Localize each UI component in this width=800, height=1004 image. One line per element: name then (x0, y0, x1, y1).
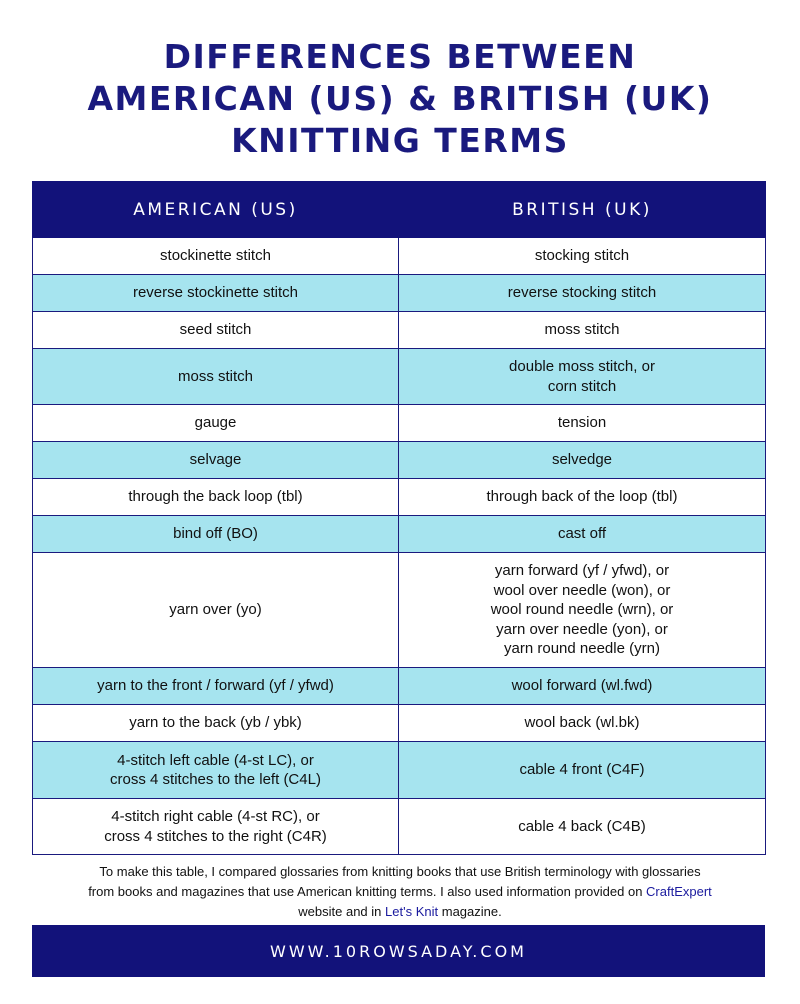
title-line-2: AMERICAN (US) & BRITISH (UK) (87, 79, 713, 118)
cell-american-term (33, 705, 399, 742)
term-line: reverse stocking stitch (507, 284, 657, 302)
cell-british-term (399, 799, 766, 855)
term-line: reverse stockinette stitch (132, 284, 299, 302)
cell-british-term (399, 275, 766, 312)
footnote-line-2 (40, 882, 760, 902)
term-line: tension (557, 414, 607, 432)
term-line: seed stitch (179, 321, 252, 339)
lets-knit-link[interactable]: Let's Knit (385, 904, 439, 919)
title-line-3: KNITTING TERMS (231, 121, 569, 160)
term-line: cable 4 back (C4B) (518, 817, 646, 835)
cell-american-term (33, 516, 399, 553)
table-row (33, 442, 766, 479)
term-line: yarn over needle (yon), or (496, 620, 668, 638)
cell-british-term (399, 705, 766, 742)
term-line: moss stitch (544, 321, 620, 339)
table-row (33, 349, 766, 405)
table-header-row (33, 182, 766, 238)
cell-british-term (399, 553, 766, 668)
table-row (33, 312, 766, 349)
terms-table (32, 181, 766, 855)
cell-american-term (33, 799, 399, 855)
cell-british-term (399, 349, 766, 405)
cell-british-term (399, 442, 766, 479)
cell-british-term (399, 479, 766, 516)
term-line: yarn to the back (yb / ybk) (129, 714, 302, 732)
cell-american-term (33, 442, 399, 479)
cell-american-term (33, 275, 399, 312)
term-line: stockinette stitch (160, 247, 271, 265)
table-row (33, 238, 766, 275)
table-row (33, 799, 766, 855)
term-line: through the back loop (tbl) (128, 488, 303, 506)
term-line: yarn to the front / forward (yf / yfwd) (97, 677, 334, 695)
cell-american-term (33, 405, 399, 442)
term-line: selvage (189, 451, 242, 469)
website-url[interactable]: WWW.10ROWSADAY.COM (270, 941, 527, 961)
term-line: wool round needle (wrn), or (490, 601, 674, 619)
header-british: BRITISH (UK) (399, 182, 766, 238)
page-title (0, 36, 800, 162)
footnote-line-3 (40, 902, 760, 922)
table-row (33, 742, 766, 799)
term-line: bind off (BO) (173, 525, 258, 543)
term-line: yarn over (yo) (169, 601, 262, 619)
table-row (33, 705, 766, 742)
term-line: wool over needle (won), or (493, 581, 671, 599)
cell-american-term (33, 742, 399, 799)
cell-american-term (33, 668, 399, 705)
term-line: gauge (194, 414, 237, 432)
term-line: 4-stitch right cable (4-st RC), or (111, 808, 320, 825)
cell-american-term (33, 349, 399, 405)
term-line: cable 4 front (C4F) (519, 761, 645, 779)
cell-british-term (399, 312, 766, 349)
title-line-1: DIFFERENCES BETWEEN (163, 37, 637, 76)
term-line: selvedge (551, 451, 613, 469)
term-line: cross 4 stitches to the right (C4R) (104, 827, 327, 845)
table-row (33, 479, 766, 516)
cell-british-term (399, 405, 766, 442)
term-line: moss stitch (177, 367, 253, 385)
cell-american-term (33, 553, 399, 668)
term-line: through back of the loop (tbl) (486, 488, 678, 506)
cell-british-term (399, 238, 766, 275)
term-line: wool forward (wl.fwd) (511, 677, 653, 695)
footnote-text-2: from books and magazines that use American knitting terms. I also used information provided on (88, 884, 643, 899)
cell-british-term (399, 516, 766, 553)
table-row (33, 668, 766, 705)
footnote-text-3: website and in (298, 904, 382, 919)
footer-banner (32, 925, 765, 977)
craftexpert-link[interactable]: CraftExpert (646, 884, 712, 899)
footnote (40, 862, 760, 922)
term-line: yarn round needle (yrn) (504, 640, 660, 658)
cell-american-term (33, 238, 399, 275)
term-line: wool back (wl.bk) (524, 714, 640, 732)
term-line: yarn forward (yf / yfwd), or (494, 562, 670, 580)
footnote-line-1: To make this table, I compared glossaries from knitting books that use British terminology with glossaries (99, 864, 701, 879)
cell-american-term (33, 479, 399, 516)
table-row (33, 516, 766, 553)
term-line: cast off (557, 525, 607, 543)
footnote-text-3-end: magazine. (441, 904, 502, 919)
table-row (33, 553, 766, 668)
cell-british-term (399, 668, 766, 705)
term-line: cross 4 stitches to the left (C4L) (110, 771, 321, 788)
table-row (33, 275, 766, 312)
term-line: corn stitch (547, 377, 617, 395)
term-line: double moss stitch, or (509, 358, 655, 375)
term-line: stocking stitch (534, 247, 630, 265)
terms-table-body (33, 238, 766, 855)
term-line: 4-stitch left cable (4-st LC), or (117, 751, 314, 769)
table-row (33, 405, 766, 442)
cell-american-term (33, 312, 399, 349)
header-american: AMERICAN (US) (33, 182, 399, 238)
cell-british-term (399, 742, 766, 799)
